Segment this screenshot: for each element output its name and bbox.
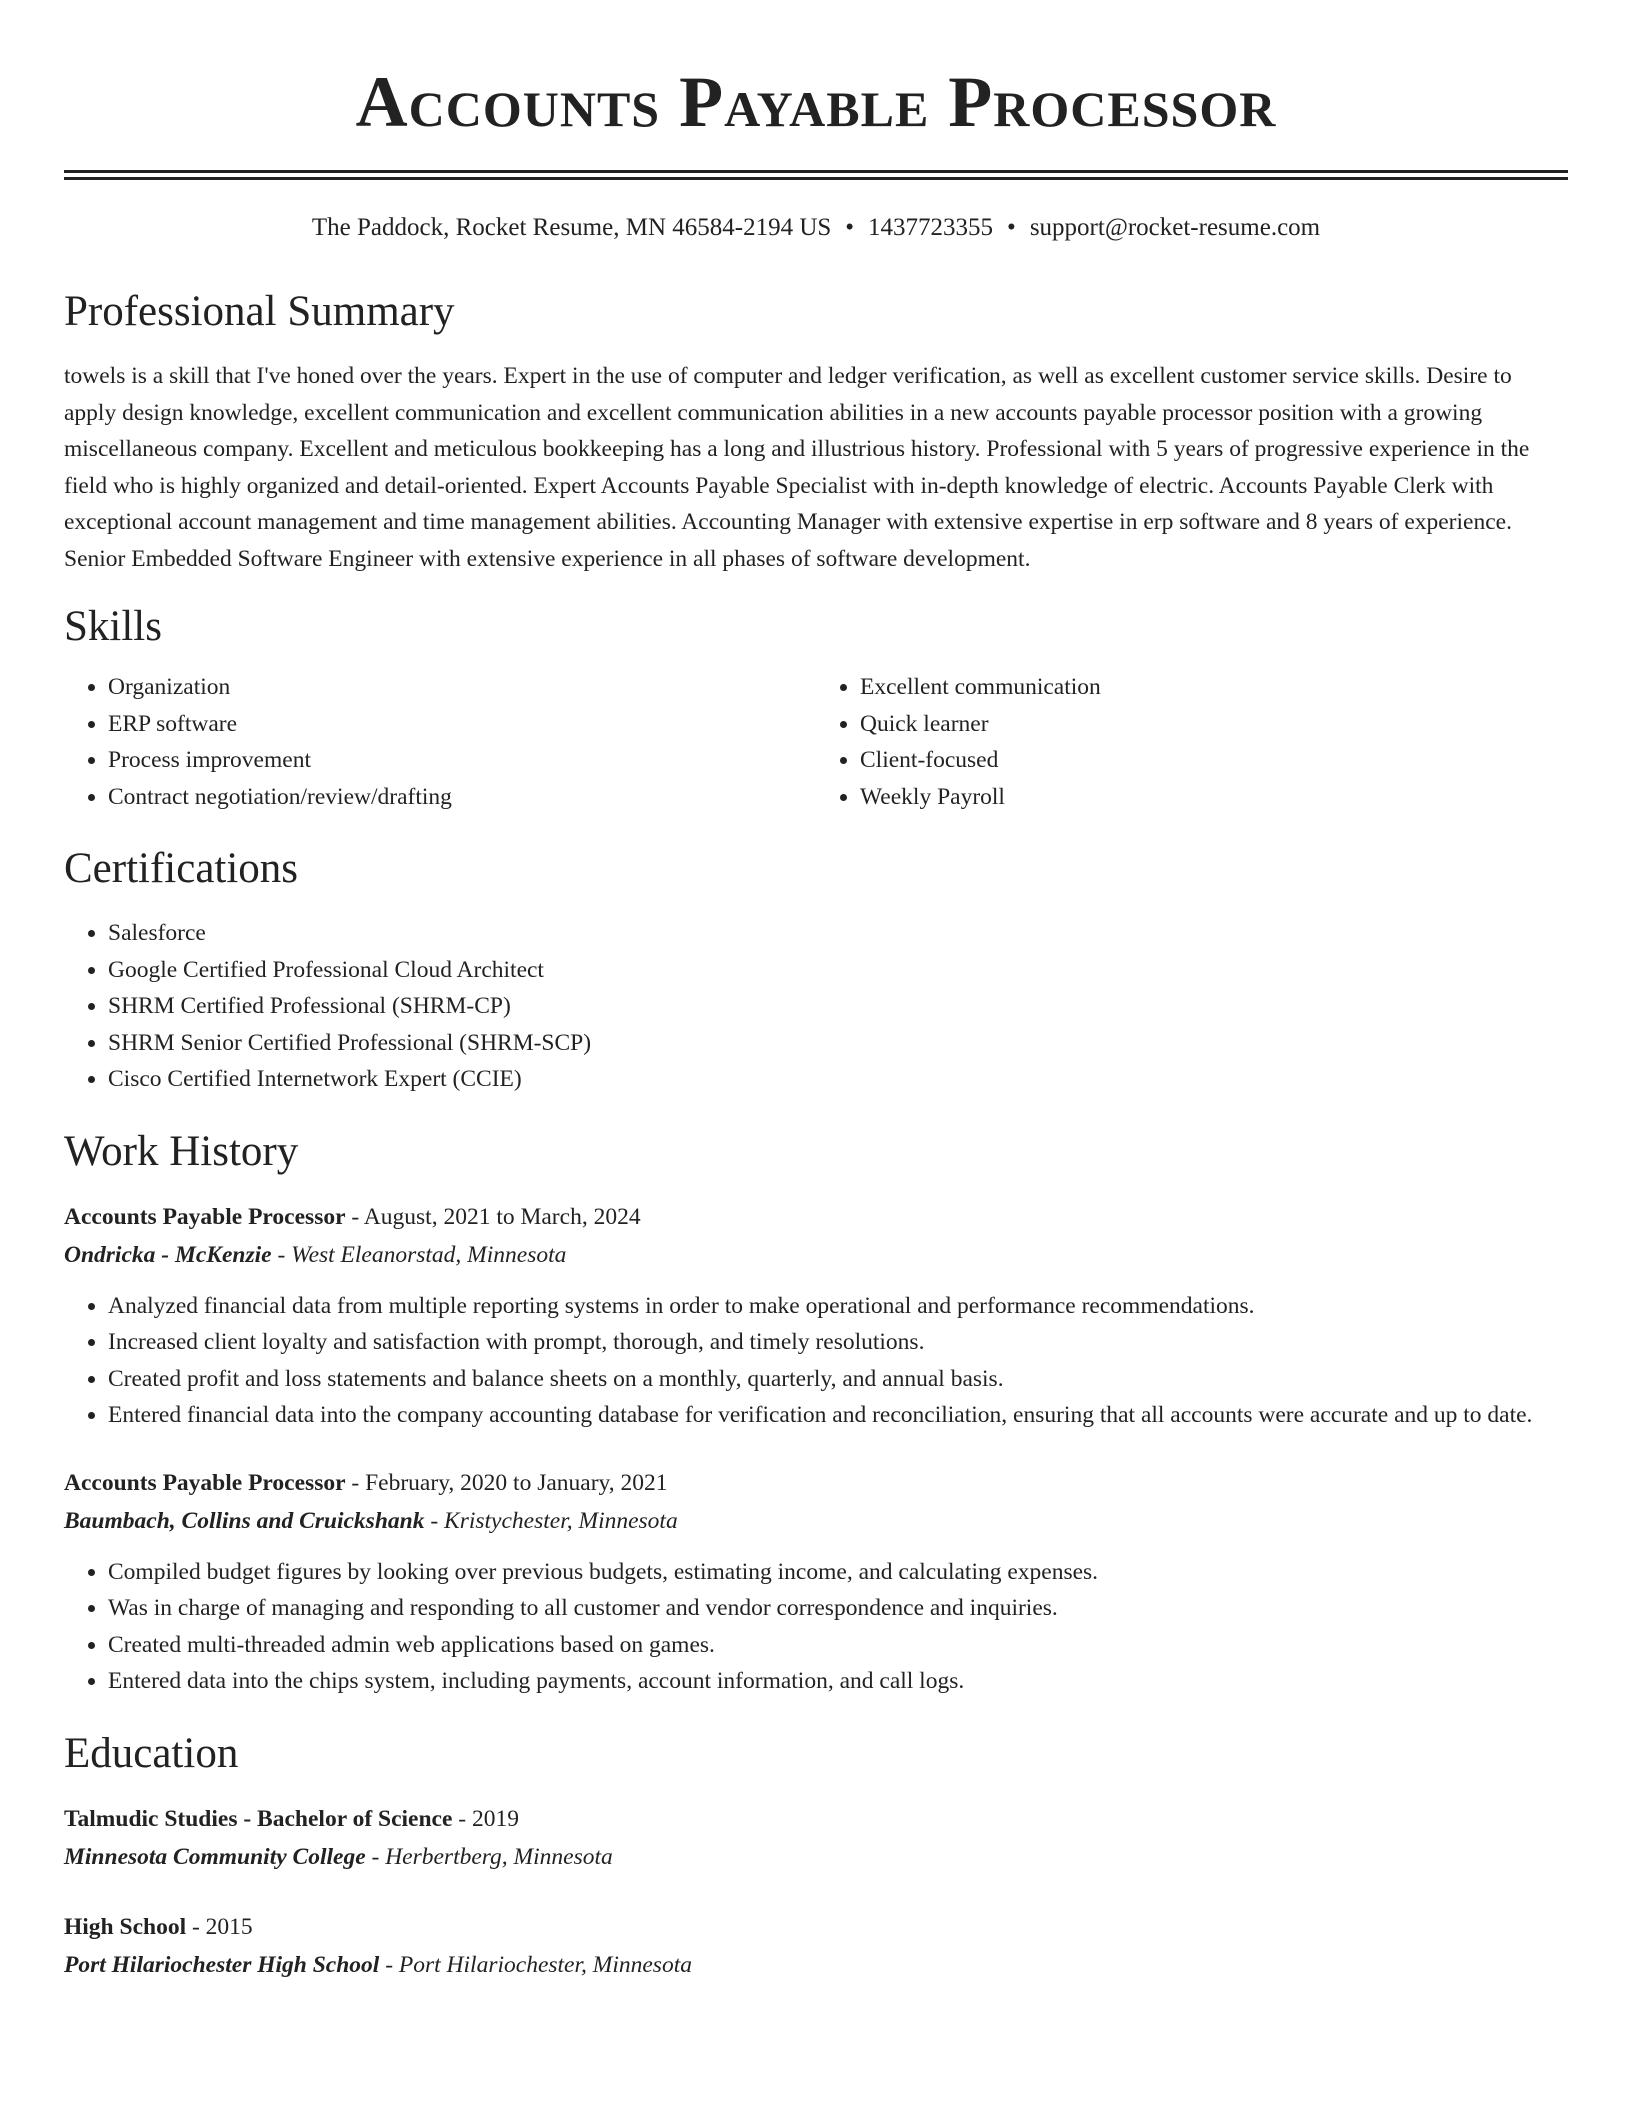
certifications-list	[64, 915, 1568, 1098]
job-company-line	[64, 1236, 1568, 1274]
certifications-heading: Certifications	[64, 845, 299, 892]
education-school-line	[64, 1946, 1568, 1984]
summary-text: towels is a skill that I've honed over the years. Expert in the use of computer and ledger verification, as well as excellent customer service skills. Desire to apply design knowledge, excellent communication and excellent communication abilities in a new accounts payable processor position with a growing miscellaneous company. Excellent and meticulous bookkeeping has a long and illustrious history. Professional with 5 years of progressive experience in the field who is highly organized and detail-oriented. Expert Accounts Payable Specialist with in-depth knowledge of electric. Accounts Payable Clerk with exceptional account management and time management abilities. Accounting Manager with extensive expertise in erp software and 8 years of experience. Senior Embedded Software Engineer with extensive experience in all phases of software development.	[64, 363, 1530, 572]
job-company: Baumbach, Collins and Cruickshank	[64, 1507, 425, 1534]
education-location: - Herbertberg, Minnesota	[365, 1843, 613, 1870]
certification-item: • Salesforce	[108, 915, 1568, 952]
education-year: - 2015	[186, 1913, 253, 1940]
summary-heading: Professional Summary	[64, 288, 455, 335]
contact-line	[64, 212, 1568, 244]
certification-item: • Google Certified Professional Cloud Architect	[108, 952, 1568, 989]
contact-address: The Paddock, Rocket Resume, MN 46584-2194 US	[311, 214, 832, 241]
job-entry	[64, 1198, 1568, 1434]
education-degree: High School	[64, 1913, 187, 1940]
work-history-heading: Work History	[64, 1127, 299, 1175]
education-degree-line	[64, 1908, 1568, 1946]
education-entry	[64, 1908, 1568, 1984]
certification-item: • SHRM Senior Certified Professional (SHRM-SCP)	[108, 1025, 1568, 1062]
contact-email: support@rocket-resume.com	[1029, 214, 1321, 241]
education-degree: Talmudic Studies - Bachelor of Science	[64, 1805, 453, 1832]
skill-item: • Weekly Payroll	[860, 779, 1568, 816]
job-title-line	[64, 1464, 1568, 1502]
job-dates: - February, 2020 to January, 2021	[345, 1469, 668, 1496]
certification-item: • SHRM Certified Professional (SHRM-CP)	[108, 988, 1568, 1025]
certification-item: • Cisco Certified Internetwork Expert (CCIE)	[108, 1061, 1568, 1098]
job-bullets	[64, 1288, 1568, 1434]
job-bullet: • Created multi-threaded admin web applications based on games.	[108, 1627, 1568, 1664]
skill-item: • Organization	[108, 669, 816, 706]
job-bullet: • Increased client loyalty and satisfaction with prompt, thorough, and timely resolutions.	[108, 1324, 1568, 1361]
skills-heading: Skills	[64, 603, 162, 650]
skill-item: • Excellent communication	[860, 669, 1568, 706]
job-dates: - August, 2021 to March, 2024	[345, 1203, 641, 1230]
skill-item: • Process improvement	[108, 742, 816, 779]
job-location: - Kristychester, Minnesota	[424, 1507, 678, 1534]
education-location: - Port Hilariochester, Minnesota	[379, 1951, 692, 1978]
education-school: Port Hilariochester High School	[64, 1951, 380, 1978]
skill-item: • Contract negotiation/review/drafting	[108, 779, 816, 816]
skill-item: • Client-focused	[860, 742, 1568, 779]
job-company: Ondricka - McKenzie	[64, 1241, 272, 1268]
job-entry	[64, 1464, 1568, 1700]
resume-title: Accounts Payable Processor	[355, 62, 1277, 142]
job-bullet: • Entered financial data into the company accounting database for verification and reconciliation, ensuring that all accounts were accurate and up to date.	[108, 1397, 1568, 1434]
job-title: Accounts Payable Processor	[64, 1469, 346, 1496]
job-bullets	[64, 1554, 1568, 1700]
education-school: Minnesota Community College	[64, 1843, 366, 1870]
contact-phone: 1437723355	[868, 214, 994, 241]
job-company-line	[64, 1502, 1568, 1540]
education-heading: Education	[64, 1729, 239, 1777]
job-bullet: • Was in charge of managing and responding to all customer and vendor correspondence and inquiries.	[108, 1590, 1568, 1627]
job-bullet: • Entered data into the chips system, including payments, account information, and call logs.	[108, 1663, 1568, 1700]
education-year: - 2019	[452, 1805, 519, 1832]
job-title-line	[64, 1198, 1568, 1236]
skill-item: • Quick learner	[860, 706, 1568, 743]
contact-separator: •	[1007, 214, 1016, 241]
job-bullet: • Analyzed financial data from multiple reporting systems in order to make operational and performance recommendations.	[108, 1288, 1568, 1325]
job-title: Accounts Payable Processor	[64, 1203, 346, 1230]
skills-list-right	[816, 669, 1568, 815]
job-location: - West Eleanorstad, Minnesota	[271, 1241, 567, 1268]
skills-list-left	[64, 669, 816, 815]
skill-item: • ERP software	[108, 706, 816, 743]
education-degree-line	[64, 1800, 1568, 1838]
skills-grid	[64, 669, 1568, 815]
job-bullet: • Compiled budget figures by looking over previous budgets, estimating income, and calculating expenses.	[108, 1554, 1568, 1591]
education-school-line	[64, 1838, 1568, 1876]
title-double-rule	[64, 170, 1568, 180]
job-bullet: • Created profit and loss statements and balance sheets on a monthly, quarterly, and annual basis.	[108, 1361, 1568, 1398]
contact-separator: •	[845, 214, 855, 241]
education-entry	[64, 1800, 1568, 1876]
